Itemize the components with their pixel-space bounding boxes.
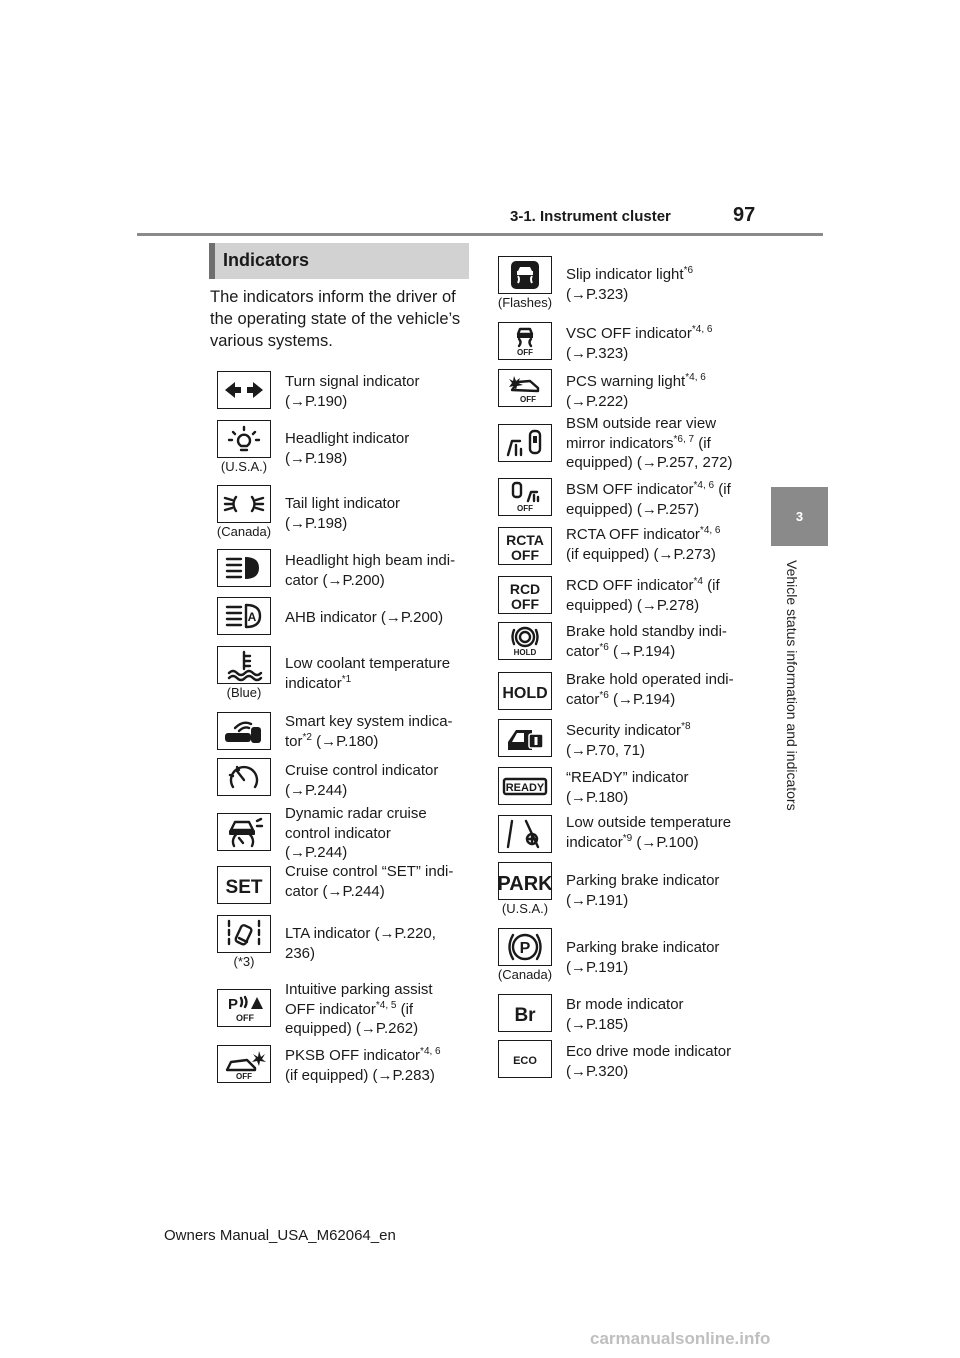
footnote-ref: *4, 6 <box>693 480 715 491</box>
indicator-description <box>566 938 766 977</box>
description-text: Headlight indicator <box>285 430 410 447</box>
description-text: cator (→P.200) <box>285 571 385 589</box>
description-text: tor <box>285 732 303 750</box>
description-text: (if <box>396 1000 414 1018</box>
description-text: 236) <box>285 944 316 962</box>
svg-text:OFF: OFF <box>236 1013 254 1023</box>
low-outside-temp-icon <box>498 815 552 853</box>
description-text: control indicator <box>285 824 391 842</box>
description-line <box>566 525 766 545</box>
cruise-control-icon <box>217 758 271 796</box>
description-line <box>566 670 766 690</box>
description-line <box>285 551 485 571</box>
indicator-description <box>566 670 766 709</box>
description-text: (→P.244) <box>285 844 348 861</box>
indicator-description <box>566 525 766 564</box>
description-text: “READY” indicator <box>566 769 689 786</box>
section-heading: Indicators <box>209 243 469 279</box>
description-line <box>285 712 485 732</box>
icon-variant-label: (*3) <box>233 954 255 969</box>
description-line <box>566 741 766 761</box>
description-text: (→P.191) <box>566 891 629 909</box>
svg-text:OFF: OFF <box>236 1072 252 1081</box>
description-text: (→P.194) <box>608 642 676 660</box>
description-text: (→P.191) <box>566 958 629 976</box>
description-line <box>285 392 485 412</box>
rcta-off-icon <box>498 527 552 565</box>
description-text: PKSB OFF indicator <box>285 1047 421 1064</box>
low-coolant-icon <box>217 646 271 684</box>
description-line <box>285 804 485 824</box>
section-intro: The indicators inform the driver of the operating state of the vehicle’s various systems. <box>210 288 461 350</box>
turn-signal-icon <box>217 371 271 409</box>
description-line <box>285 824 485 844</box>
description-text: indicator <box>285 674 342 692</box>
description-text: (→P.323) <box>566 285 629 303</box>
svg-text:RCD: RCD <box>509 581 541 597</box>
description-text: indicator <box>566 833 623 851</box>
footnote-ref: *4, 5 <box>375 999 397 1011</box>
indicator-description <box>285 654 485 693</box>
header-rule <box>137 233 823 236</box>
smart-key-icon <box>217 712 271 750</box>
description-text: RCD OFF indicator <box>566 577 694 594</box>
description-text: Eco drive mode indicator <box>566 1043 732 1060</box>
headlight-icon <box>217 420 271 458</box>
svg-text:PARK: PARK <box>497 873 553 895</box>
description-line <box>285 862 485 882</box>
svg-text:OFF: OFF <box>517 504 533 513</box>
icon-variant-label: (Blue) <box>226 685 262 700</box>
description-line <box>566 871 766 891</box>
description-text: (→P.222) <box>566 392 629 410</box>
description-text: equipped) (→P.278) <box>566 596 700 614</box>
description-line <box>285 882 485 902</box>
description-text: Dynamic radar cruise <box>285 805 427 822</box>
description-line <box>566 958 766 978</box>
description-line <box>285 449 485 469</box>
svg-text:SET: SET <box>225 877 263 898</box>
lta-icon <box>217 915 271 953</box>
description-text: Smart key system indica- <box>285 713 453 730</box>
description-line <box>566 891 766 911</box>
indicator-description <box>566 265 766 304</box>
page-number: 97 <box>733 204 756 226</box>
description-text: RCTA OFF indicator <box>566 526 700 543</box>
ahb-icon <box>217 597 271 635</box>
description-line <box>285 1046 485 1066</box>
indicator-description <box>566 372 766 411</box>
indicator-description <box>566 768 766 807</box>
indicator-description <box>285 804 485 863</box>
description-line <box>285 761 485 781</box>
indicator-description <box>566 871 766 910</box>
svg-text:P: P <box>519 940 531 957</box>
indicator-description <box>285 494 485 533</box>
footnote-ref: *2 <box>302 731 312 743</box>
description-text: equipped) (→P.257) <box>566 500 700 518</box>
svg-text:RCTA: RCTA <box>506 532 544 548</box>
dynamic-radar-cruise-icon <box>217 813 271 851</box>
description-text: (→P.180) <box>566 788 629 806</box>
description-line <box>566 642 766 662</box>
description-line <box>566 265 766 285</box>
description-line <box>285 1019 485 1039</box>
description-text: (→P.190) <box>285 392 348 410</box>
description-text: AHB indicator (→P.200) <box>285 609 444 626</box>
description-text: (→P.320) <box>566 1062 629 1080</box>
br-mode-icon <box>498 994 552 1032</box>
high-beam-icon <box>217 549 271 587</box>
description-line <box>285 980 485 1000</box>
indicator-description <box>566 1042 766 1081</box>
description-text: (if <box>694 434 711 452</box>
description-line <box>285 372 485 392</box>
footnote-ref: *6 <box>599 641 609 653</box>
description-text: Slip indicator light <box>566 266 684 283</box>
description-text: mirror indicators <box>566 434 674 452</box>
indicator-description <box>285 1046 485 1085</box>
icon-variant-label: (Flashes) <box>497 295 553 310</box>
description-text: (→P.180) <box>311 732 379 750</box>
description-line <box>566 721 766 741</box>
description-line <box>566 434 766 454</box>
icon-variant-label: (Canada) <box>497 967 553 982</box>
description-line <box>566 1042 766 1062</box>
description-text: Brake hold operated indi- <box>566 671 734 688</box>
description-text: VSC OFF indicator <box>566 325 692 342</box>
footnote-ref: *6, 7 <box>673 433 695 445</box>
description-text: (→P.100) <box>632 833 699 851</box>
svg-text:HOLD: HOLD <box>513 648 537 657</box>
icon-variant-label: (Canada) <box>216 524 272 539</box>
icon-variant-label: (U.S.A.) <box>501 901 549 916</box>
ready-icon <box>498 767 552 805</box>
description-line <box>285 514 485 534</box>
header-title: 3-1. Instrument cluster <box>510 208 671 225</box>
indicator-description <box>285 372 485 411</box>
footnote-ref: *1 <box>341 673 352 685</box>
svg-text:OFF: OFF <box>511 547 539 563</box>
description-line <box>285 944 485 964</box>
footnote-ref: *4, 6 <box>420 1046 441 1057</box>
indicator-description <box>566 576 766 615</box>
description-line <box>566 576 766 596</box>
description-text: equipped) (→P.262) <box>285 1020 419 1037</box>
chapter-title: Vehicle status information and indicators <box>784 560 800 811</box>
svg-text:OFF: OFF <box>511 596 539 612</box>
description-line <box>285 608 485 628</box>
footnote-ref: *4 <box>693 576 703 587</box>
description-text: (if <box>702 577 720 594</box>
description-text: (→P.323) <box>566 344 629 362</box>
eco-icon <box>498 1040 552 1078</box>
description-line <box>566 690 766 710</box>
description-line <box>566 833 766 853</box>
indicator-description <box>566 480 766 519</box>
description-text: Headlight high beam indi- <box>285 552 456 569</box>
description-line <box>285 674 485 694</box>
footnote-ref: *8 <box>681 721 691 732</box>
description-text: (→P.198) <box>285 449 348 467</box>
description-text: Low coolant temperature <box>285 655 451 672</box>
indicator-description <box>566 813 766 852</box>
indicator-description <box>285 429 485 468</box>
description-line <box>566 372 766 392</box>
footnote-ref: *4, 6 <box>699 525 721 536</box>
description-line <box>566 480 766 500</box>
footnote-ref: *9 <box>622 832 633 844</box>
icon-variant-label: (U.S.A.) <box>220 459 268 474</box>
park-icon <box>498 862 552 900</box>
description-text: OFF indicator <box>285 1000 376 1018</box>
description-text: Br mode indicator <box>566 996 684 1013</box>
description-line <box>566 392 766 412</box>
description-text: Low outside temperature <box>566 814 732 831</box>
description-line <box>566 938 766 958</box>
svg-text:Br: Br <box>514 1005 536 1026</box>
description-text: Tail light indicator <box>285 495 401 512</box>
brake-hold-standby-icon <box>498 622 552 660</box>
description-line <box>285 429 485 449</box>
pksb-off-icon <box>217 1045 271 1083</box>
description-text: equipped) (→P.257, 272) <box>566 454 733 471</box>
indicator-description <box>566 414 766 473</box>
svg-text:OFF: OFF <box>520 395 536 404</box>
description-line <box>566 500 766 520</box>
watermark: carmanualsonline.info <box>590 1329 771 1348</box>
bsm-mirror-icon <box>498 424 552 462</box>
description-line <box>285 494 485 514</box>
parking-brake-p-icon <box>498 928 552 966</box>
chapter-tab: 3 <box>771 487 828 546</box>
svg-text:OFF: OFF <box>517 348 533 357</box>
svg-text:HOLD: HOLD <box>502 685 548 702</box>
description-text: cator <box>566 690 600 708</box>
description-line <box>566 453 766 473</box>
description-line <box>566 768 766 788</box>
description-line <box>285 781 485 801</box>
indicator-description <box>285 551 485 590</box>
bsm-off-icon <box>498 478 552 516</box>
description-text: BSM outside rear view <box>566 415 717 432</box>
svg-text:P: P <box>227 996 239 1013</box>
description-line <box>566 788 766 808</box>
description-text: (→P.194) <box>608 690 676 708</box>
pcs-warning-icon <box>498 369 552 407</box>
description-text: Parking brake indicator <box>566 872 720 889</box>
indicator-description <box>566 721 766 760</box>
description-line <box>566 1062 766 1082</box>
description-text: Parking brake indicator <box>566 939 720 956</box>
description-text: Cruise control “SET” indi- <box>285 863 454 880</box>
description-text: (if <box>714 481 731 498</box>
description-text: (if equipped) (→P.273) <box>566 545 716 563</box>
svg-text:A: A <box>247 610 257 624</box>
footnote-ref: *6 <box>599 689 609 701</box>
description-text: BSM OFF indicator <box>566 481 694 498</box>
footnote-ref: *4, 6 <box>691 324 713 335</box>
description-text: Intuitive parking assist <box>285 981 433 998</box>
svg-text:ECO: ECO <box>513 1055 537 1067</box>
svg-text:READY: READY <box>505 782 545 794</box>
description-text: Brake hold standby indi- <box>566 623 727 640</box>
description-line <box>566 414 766 434</box>
indicator-description <box>285 608 485 628</box>
description-text: cator (→P.244) <box>285 882 385 900</box>
indicator-description <box>285 980 485 1039</box>
description-line <box>566 545 766 565</box>
description-line <box>566 995 766 1015</box>
parking-assist-off-icon <box>217 989 271 1027</box>
rcd-off-icon <box>498 576 552 614</box>
indicator-description <box>566 324 766 363</box>
description-line <box>566 344 766 364</box>
description-text: Security indicator <box>566 722 682 739</box>
description-line <box>285 924 485 944</box>
description-line <box>566 596 766 616</box>
footer-text: Owners Manual_USA_M62064_en <box>164 1227 396 1244</box>
tail-light-icon <box>217 485 271 523</box>
indicator-description <box>285 761 485 800</box>
security-icon <box>498 719 552 757</box>
footnote-ref: *6 <box>683 265 694 276</box>
description-text: Turn signal indicator <box>285 373 420 390</box>
indicator-description <box>285 712 485 751</box>
indicator-description <box>285 924 485 963</box>
indicator-description <box>566 995 766 1034</box>
indicator-description <box>566 622 766 661</box>
description-line <box>285 571 485 591</box>
description-line <box>285 843 485 863</box>
description-text: cator <box>566 642 600 660</box>
description-text: (→P.198) <box>285 514 348 532</box>
footnote-ref: *4, 6 <box>685 372 706 383</box>
set-icon <box>217 866 271 904</box>
brake-hold-operated-icon <box>498 672 552 710</box>
description-line <box>285 732 485 752</box>
description-line <box>285 1000 485 1020</box>
description-line <box>566 324 766 344</box>
description-line <box>566 285 766 305</box>
description-text: (if equipped) (→P.283) <box>285 1066 435 1084</box>
description-text: PCS warning light <box>566 373 686 390</box>
indicator-description <box>285 862 485 901</box>
description-text: (→P.185) <box>566 1015 629 1033</box>
description-line <box>566 622 766 642</box>
description-line <box>285 1066 485 1086</box>
description-line <box>566 813 766 833</box>
description-text: (→P.70, 71) <box>566 741 645 759</box>
description-text: LTA indicator (→P.220, <box>285 925 436 942</box>
description-line <box>566 1015 766 1035</box>
description-text: (→P.244) <box>285 781 348 799</box>
description-line <box>285 654 485 674</box>
slip-indicator-icon <box>498 256 552 294</box>
description-text: Cruise control indicator <box>285 762 439 779</box>
vsc-off-icon <box>498 322 552 360</box>
